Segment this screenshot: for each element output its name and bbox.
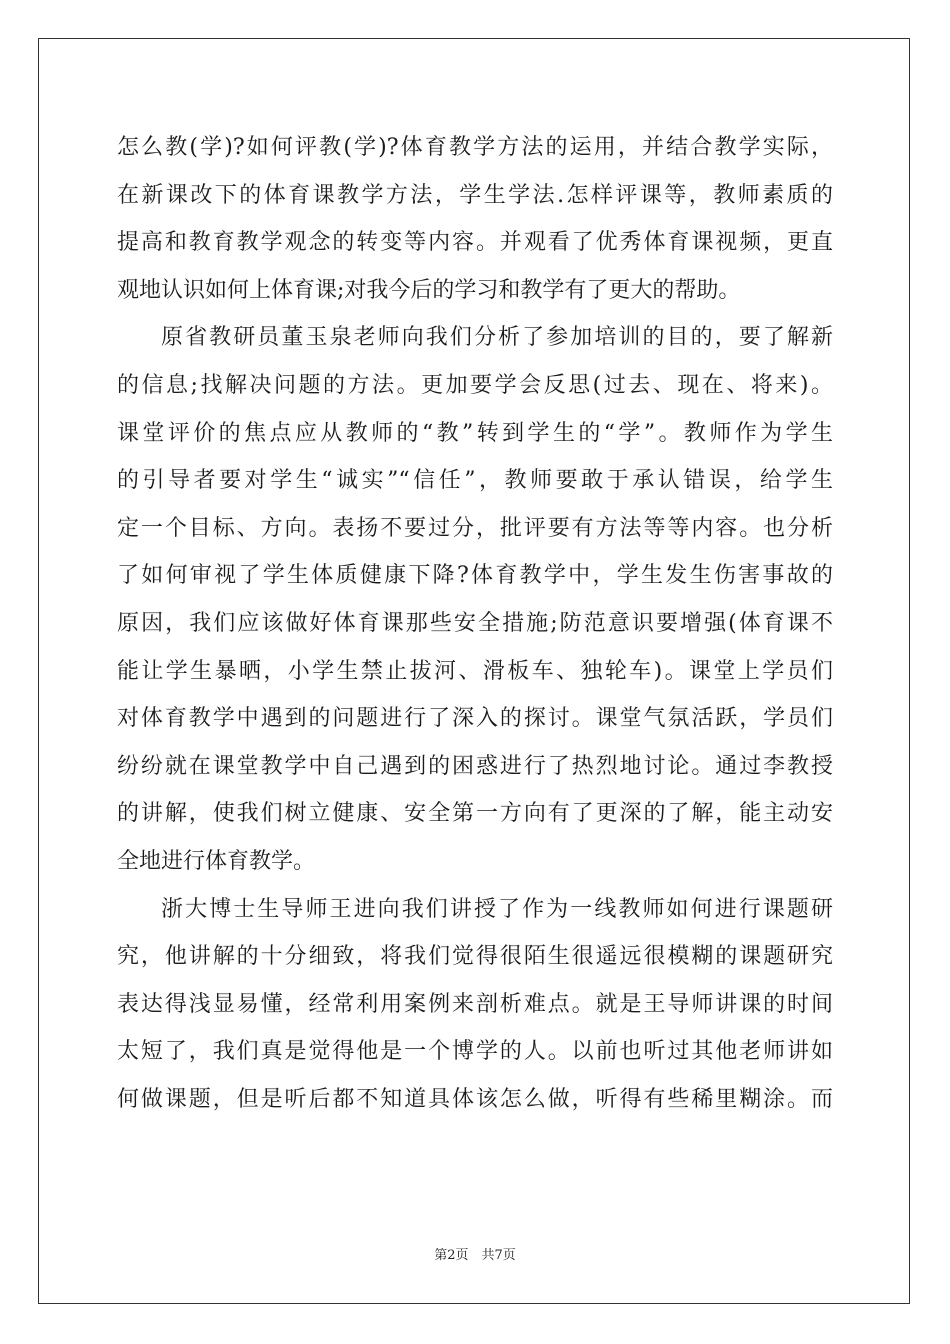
text-line: 原省教研员董玉泉老师向我们分析了参加培训的目的，要了解新 <box>161 325 833 351</box>
text-line: 课堂评价的焦点应从教师的“教”转到学生的“学”。教师作为学生 <box>117 420 833 446</box>
text-line: 原因，我们应该做好体育课那些安全措施;防范意识要增强(体育课不 <box>117 610 833 636</box>
page-footer <box>0 1244 950 1263</box>
text-line: 怎么教(学)?如何评教(学)?体育教学方法的运用，并结合教学实际， <box>117 135 833 160</box>
text-line: 在新课改下的体育课教学方法，学生学法.怎样评课等，教师素质的 <box>117 182 833 208</box>
text-line: 表达得浅显易懂，经常利用案例来剖析难点。就是王导师讲课的时间 <box>117 991 833 1017</box>
text-line: 纷纷就在课堂教学中自己遇到的困惑进行了热烈地讨论。通过李教授 <box>117 753 833 779</box>
text-line: 定一个目标、方向。表扬不要过分，批评要有方法等等内容。也分析 <box>117 515 833 541</box>
text-line: 提高和教育教学观念的转变等内容。并观看了优秀体育课视频，更直 <box>117 230 833 256</box>
paragraph-3 <box>117 886 833 1124</box>
text-line: 的讲解，使我们树立健康、安全第一方向有了更深的了解，能主动安 <box>117 801 833 827</box>
page-number: 第2页 共7页 <box>434 1248 516 1263</box>
paragraph-1 <box>117 124 833 314</box>
text-line: 太短了，我们真是觉得他是一个博学的人。以前也听过其他老师讲如 <box>117 1039 833 1065</box>
text-line: 对体育教学中遇到的问题进行了深入的探讨。课堂气氛活跃，学员们 <box>117 706 833 732</box>
text-line: 何做课题，但是听后都不知道具体该怎么做，听得有些稀里糊涂。而 <box>117 1086 833 1112</box>
paragraph-2 <box>117 314 833 885</box>
document-body <box>117 124 833 1123</box>
text-line: 了如何审视了学生体质健康下降?体育教学中，学生发生伤害事故的 <box>117 563 833 589</box>
text-line: 的信息;找解决问题的方法。更加要学会反思(过去、现在、将来)。 <box>117 372 833 398</box>
text-line: 浙大博士生导师王进向我们讲授了作为一线教师如何进行课题研 <box>161 896 833 922</box>
text-line: 全地进行体育教学。 <box>117 848 316 874</box>
text-line: 的引导者要对学生“诚实”“信任”，教师要敢于承认错误，给学生 <box>117 468 833 494</box>
text-line: 观地认识如何上体育课;对我今后的学习和教学有了更大的帮助。 <box>117 277 741 303</box>
text-line: 究，他讲解的十分细致，将我们觉得很陌生很遥远很模糊的课题研究 <box>117 944 833 970</box>
text-line: 能让学生暴晒，小学生禁止拔河、滑板车、独轮车)。课堂上学员们 <box>117 658 833 684</box>
